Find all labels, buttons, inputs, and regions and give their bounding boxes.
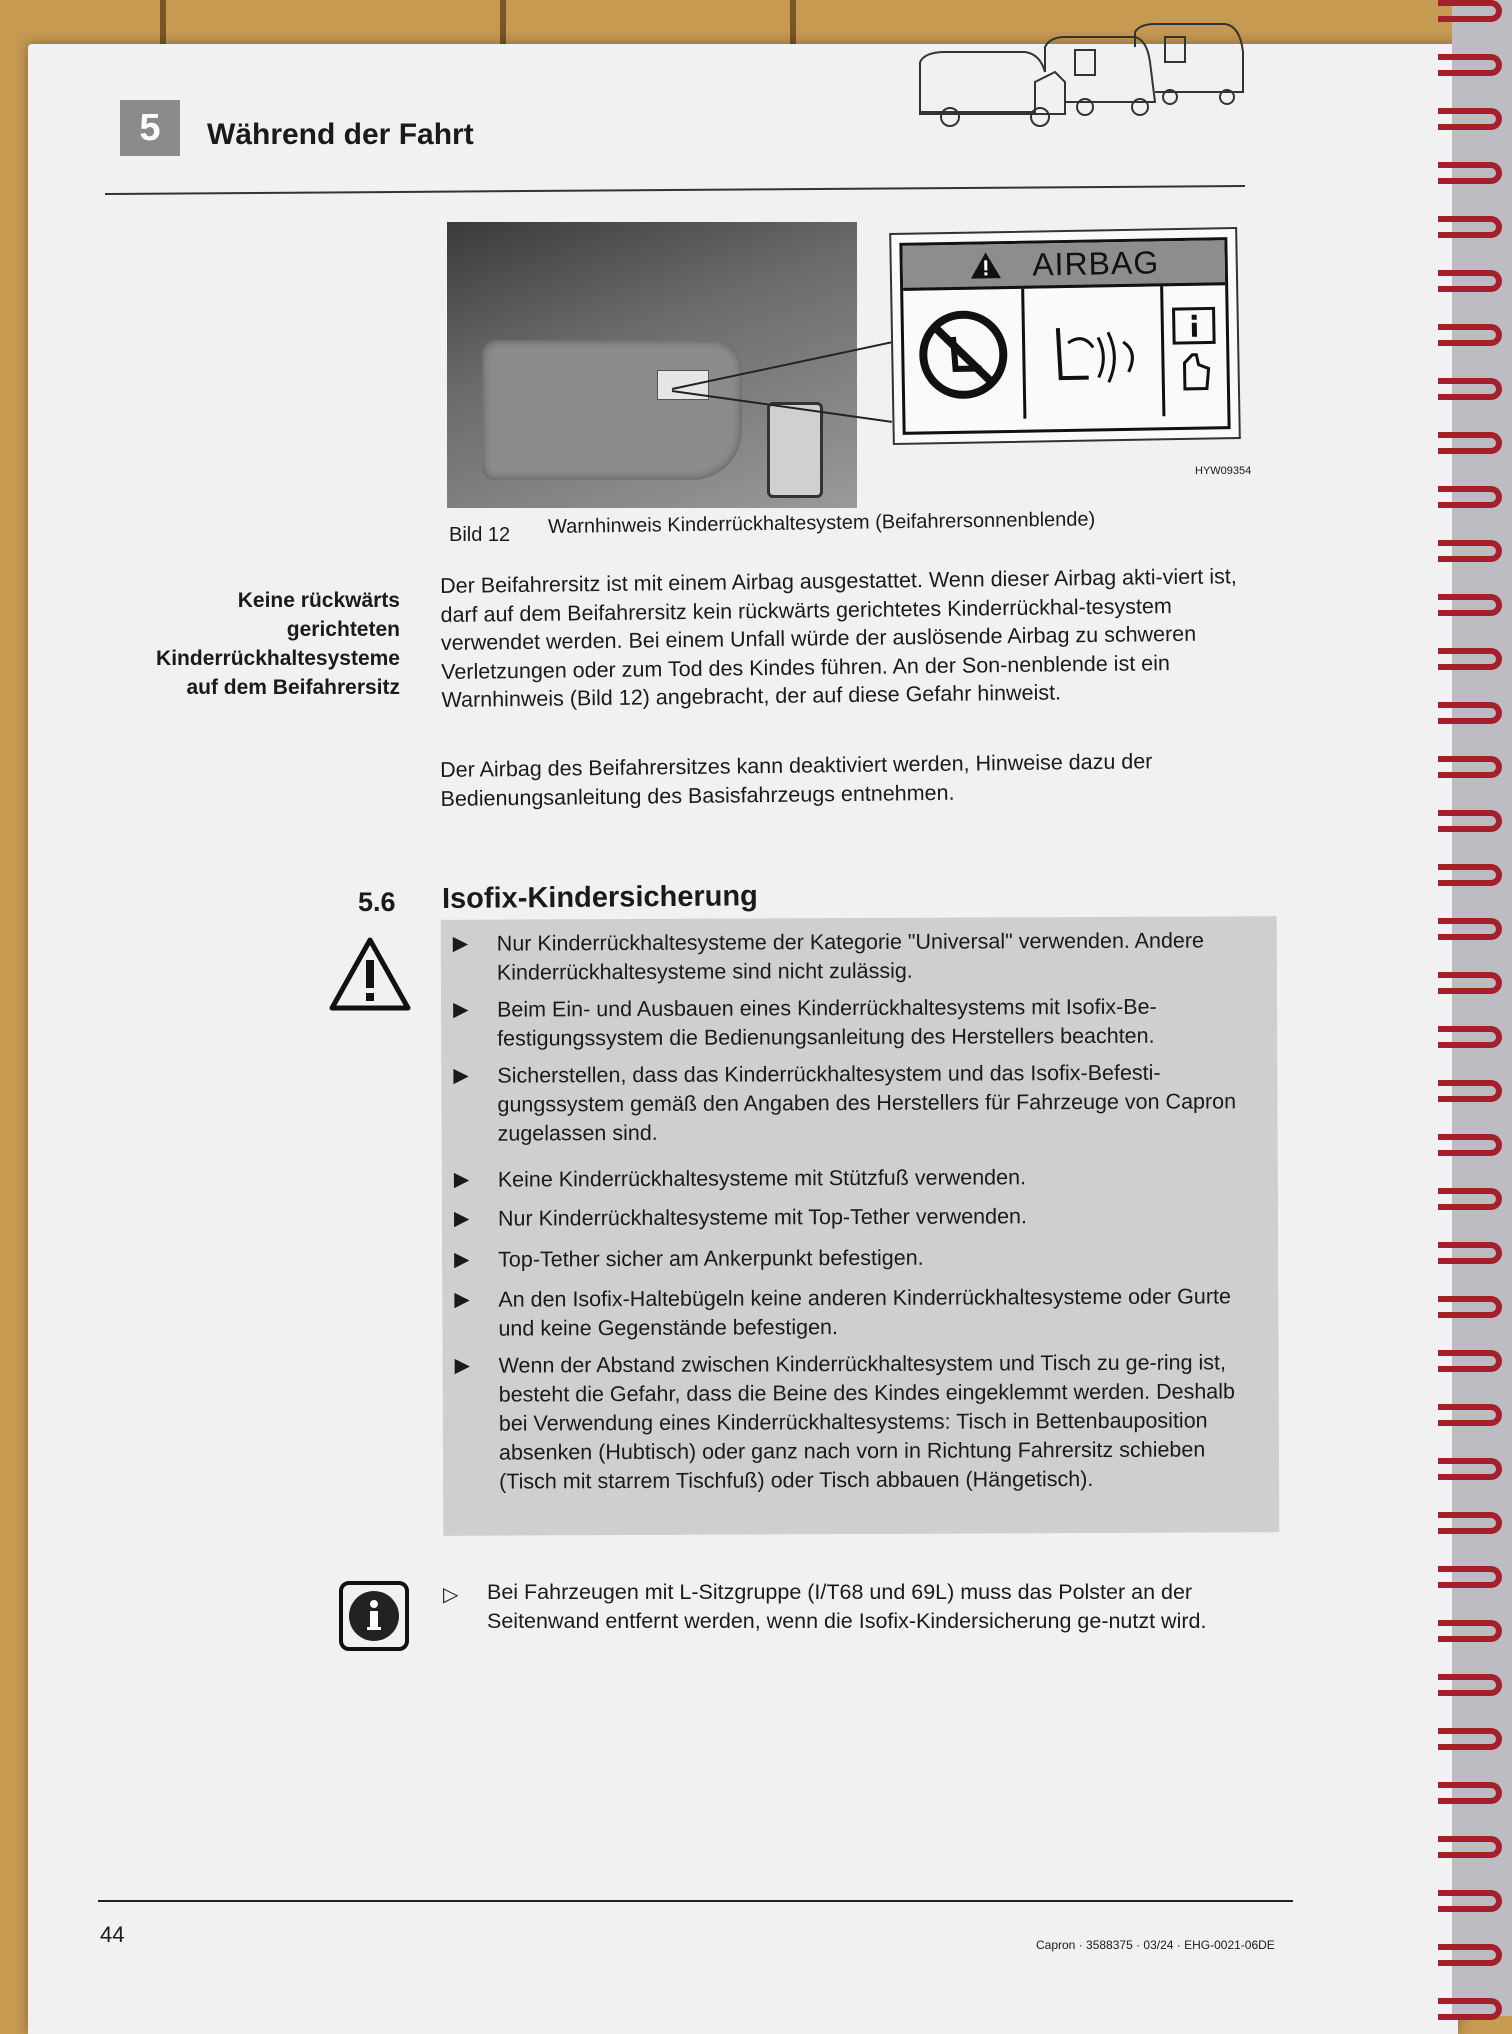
motorhome-illustration (915, 22, 1245, 138)
binding-coil (1438, 702, 1502, 724)
warning-item: ▶ Top-Tether sicher am Ankerpunkt befestigen. (454, 1242, 1254, 1274)
binding-coil (1438, 810, 1502, 832)
airbag-paragraph: Der Airbag des Beifahrersitzes kann deaktiviert werden, Hinweise dazu der Bedienungsanleitung des Basisfahrzeugs entnehmen. (440, 749, 1153, 811)
binding-coil (1438, 216, 1502, 238)
binding-coil (1438, 54, 1502, 76)
warning-item: ▶ Nur Kinderrückhaltesysteme mit Top-Tether verwenden. (454, 1201, 1254, 1233)
side-heading-line: auf dem Beifahrersitz (186, 676, 400, 699)
triangle-bullet-icon: ▶ (453, 1064, 469, 1087)
binding-coil (1438, 108, 1502, 130)
side-heading-line: Keine rückwärts (237, 589, 400, 612)
warning-box (441, 916, 1280, 1536)
no-child-seat-icon (903, 289, 1026, 421)
side-heading (110, 586, 400, 702)
sun-visor (482, 340, 742, 480)
figure-caption-number: Bild 12 (449, 524, 511, 546)
binding-coil (1438, 1836, 1502, 1858)
read-manual-icon (1163, 285, 1227, 416)
triangle-bullet-icon: ▶ (453, 998, 469, 1021)
hollow-triangle-bullet-icon: ▷ (443, 1584, 459, 1606)
warning-item: ▶ Beim Ein- und Ausbauen eines Kinderrückhaltesystems mit Isofix-Be-festigungssystem die Bedienungsanleitung des Herstellers beachten. (453, 994, 1157, 1051)
footer-divider (98, 1900, 1293, 1902)
binding-coil (1438, 1188, 1502, 1210)
binding-coil (1438, 378, 1502, 400)
binding-coil (1438, 1782, 1502, 1804)
sun-visor-photo (447, 222, 857, 508)
document-code: Capron · 3588375 · 03/24 · EHG-0021-06DE (1036, 1938, 1275, 1952)
binding-coil (1438, 1512, 1502, 1534)
side-heading-line: Kinderrückhaltesysteme (156, 647, 400, 670)
info-icon (338, 1580, 410, 1652)
triangle-bullet-icon: ▶ (454, 1288, 470, 1311)
warning-item: ▶ An den Isofix-Haltebügeln keine anderen Kinderrückhaltesysteme oder Gurte und keine Gegenstände befestigen. (454, 1284, 1231, 1341)
section-number: 5.6 (358, 887, 396, 917)
airbag-warning-label (889, 227, 1241, 445)
binding-coil (1438, 1080, 1502, 1102)
chapter-number: 5 (120, 100, 180, 156)
binding-coil (1438, 1620, 1502, 1642)
binding-coil (1438, 1674, 1502, 1696)
binding-coil (1438, 918, 1502, 940)
airbag-deploy-icon (1024, 286, 1165, 418)
binding-coil (1438, 1242, 1502, 1264)
warning-item: ▶ Wenn der Abstand zwischen Kinderrückhaltesystem und Tisch zu ge-ring ist, besteht die Gefahr, dass die Beine des Kindes eingeklemmt werden. Deshalb bei Verwendung eines Kinderrückhaltesystems: Tisch in Bettenbauposition absenken (Hubtisch) oder ganz nach vorn in Richtung Fahrersitz schieben (Tisch mit starrem Tischfuß) oder Tisch abbauen (Hängetisch). (454, 1350, 1235, 1494)
triangle-bullet-icon: ▶ (453, 1168, 470, 1191)
figure-caption-text: Warnhinweis Kinderrückhaltesystem (Beifahrersonnenblende) (547, 508, 1096, 538)
info-text: Bei Fahrzeugen mit L-Sitzgruppe (I/T68 und 69L) muss das Polster an der Seitenwand entfernt werden, wenn die Isofix-Kindersicherung ge-nutzt wird. (487, 1580, 1207, 1633)
side-heading-line: gerichteten (286, 618, 400, 641)
binding-coil (1438, 1998, 1502, 2020)
binding-coil (1438, 1404, 1502, 1426)
binding-coil (1438, 972, 1502, 994)
side-mirror (767, 402, 823, 498)
binding-coil (1438, 1728, 1502, 1750)
triangle-bullet-icon: ▶ (452, 932, 469, 955)
binding-coil (1438, 162, 1502, 184)
binding-coil (1438, 324, 1502, 346)
binding-coil (1438, 1296, 1502, 1318)
warning-item: ▶ Keine Kinderrückhaltesysteme mit Stützfuß verwenden. (454, 1162, 1254, 1194)
section-title: Isofix-Kindersicherung (441, 880, 758, 915)
binding-coil (1438, 594, 1502, 616)
binding-coil (1438, 270, 1502, 292)
binding-coil (1438, 1350, 1502, 1372)
binding-coil (1438, 432, 1502, 454)
warning-item: ▶ Sicherstellen, dass das Kinderrückhaltesystem und das Isofix-Befesti-gungssystem gemäß den Angaben des Herstellers für Fahrzeuge von Capron zugelassen sind. (453, 1060, 1237, 1146)
airbag-paragraph: Der Beifahrersitz ist mit einem Airbag ausgestattet. Wenn dieser Airbag akti-viert ist, darf auf dem Beifahrersitz kein rückwärts gerichtetes Kinderrückhal-tesystem verwendet werden. Bei einem Unfall würde der auslösende Airbag zu schweren Verletzungen oder zum Tod des Kindes führen. An der Son-nenblende ist ein Warnhinweis (Bild 12) angebracht, der auf diese Gefahr hinweist. (440, 564, 1237, 712)
binding-coil (1438, 1134, 1502, 1156)
binding-coil (1438, 1944, 1502, 1966)
triangle-bullet-icon: ▶ (454, 1248, 470, 1271)
warning-triangle-icon (328, 936, 412, 1012)
binding-coil (1438, 864, 1502, 886)
triangle-bullet-icon: ▶ (453, 1207, 470, 1230)
spiral-binding (1452, 0, 1512, 2016)
binding-coil (1438, 648, 1502, 670)
image-code: HYW09354 (1195, 465, 1252, 477)
binding-coil (1438, 1026, 1502, 1048)
binding-coil (1438, 1566, 1502, 1588)
chapter-title: Während der Fahrt (207, 118, 474, 151)
binding-coil (1438, 540, 1502, 562)
binding-coil (1438, 486, 1502, 508)
airbag-label-title: AIRBAG (1031, 243, 1160, 283)
page-number: 44 (100, 1922, 125, 1947)
triangle-bullet-icon: ▶ (454, 1354, 471, 1377)
binding-coil (1438, 1458, 1502, 1480)
binding-coil (1438, 0, 1502, 22)
binding-coil (1438, 756, 1502, 778)
binding-coil (1438, 1890, 1502, 1912)
warning-triangle-icon (968, 250, 1003, 281)
warning-item: ▶ Nur Kinderrückhaltesysteme der Kategorie "Universal" verwenden. Andere Kinderrückhaltesysteme sind nicht zulässig. (452, 928, 1205, 985)
